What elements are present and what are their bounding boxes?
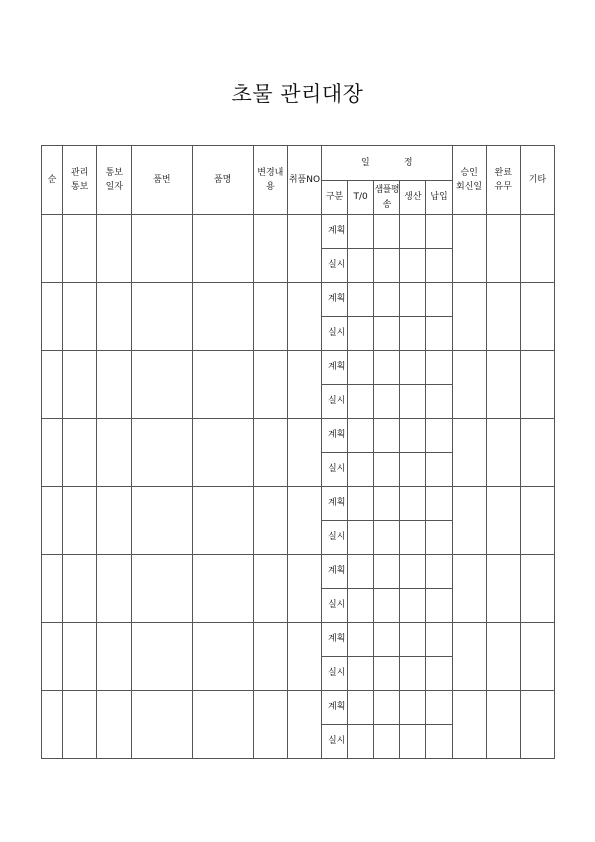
record-cell (452, 283, 486, 351)
schedule-cell (374, 317, 400, 351)
row-kind-actual: 실시 (322, 385, 348, 419)
record-cell (42, 487, 63, 555)
record-cell (253, 691, 287, 759)
record-cell (253, 419, 287, 487)
record-cell (42, 555, 63, 623)
record-cell (97, 283, 132, 351)
record-cell (253, 215, 287, 283)
schedule-cell (400, 623, 426, 657)
record-cell (486, 487, 520, 555)
schedule-cell (426, 521, 452, 555)
record-cell (192, 419, 253, 487)
table-row (42, 215, 555, 249)
schedule-cell (426, 385, 452, 419)
record-cell (520, 691, 554, 759)
schedule-cell (348, 691, 374, 725)
record-cell (486, 623, 520, 691)
schedule-cell (426, 283, 452, 317)
record-cell (42, 623, 63, 691)
record-cell (287, 691, 321, 759)
header-schedule-char2: 정 (403, 157, 413, 168)
record-cell (63, 487, 97, 555)
subheader-to: T/0 (348, 181, 374, 215)
schedule-cell (348, 317, 374, 351)
schedule-cell (348, 419, 374, 453)
schedule-cell (374, 487, 400, 521)
record-cell (132, 351, 192, 419)
schedule-cell (374, 521, 400, 555)
record-cell (253, 487, 287, 555)
record-cell (42, 351, 63, 419)
record-cell (520, 215, 554, 283)
row-kind-actual: 실시 (322, 521, 348, 555)
record-cell (452, 691, 486, 759)
schedule-cell (400, 521, 426, 555)
header-notice-date (97, 146, 132, 215)
record-cell (287, 283, 321, 351)
schedule-cell (426, 555, 452, 589)
schedule-cell (348, 249, 374, 283)
schedule-cell (400, 215, 426, 249)
schedule-cell (374, 657, 400, 691)
subheader-production: 생산 (400, 181, 426, 215)
page-title: 초물 관리대장 (231, 82, 364, 106)
record-cell (132, 623, 192, 691)
schedule-cell (348, 283, 374, 317)
record-cell (253, 623, 287, 691)
record-cell (97, 487, 132, 555)
record-cell (63, 215, 97, 283)
record-cell (287, 215, 321, 283)
record-cell (520, 419, 554, 487)
record-cell (132, 487, 192, 555)
record-cell (63, 555, 97, 623)
record-cell (42, 215, 63, 283)
header-approval-line1: 승인 (460, 167, 478, 178)
record-cell (452, 487, 486, 555)
record-cell (192, 555, 253, 623)
schedule-cell (348, 215, 374, 249)
header-change: 변경내용 (253, 146, 287, 215)
schedule-cell (374, 691, 400, 725)
row-kind-actual: 실시 (322, 453, 348, 487)
record-cell (192, 283, 253, 351)
record-cell (97, 691, 132, 759)
record-cell (132, 555, 192, 623)
record-cell (192, 623, 253, 691)
row-kind-plan: 계획 (322, 691, 348, 725)
record-cell (287, 487, 321, 555)
schedule-cell (348, 725, 374, 759)
record-cell (486, 283, 520, 351)
table-row (42, 351, 555, 385)
schedule-cell (426, 487, 452, 521)
schedule-cell (400, 351, 426, 385)
schedule-cell (400, 453, 426, 487)
schedule-cell (348, 487, 374, 521)
row-kind-actual: 실시 (322, 589, 348, 623)
schedule-cell (374, 725, 400, 759)
schedule-cell (400, 725, 426, 759)
row-kind-plan: 계획 (322, 623, 348, 657)
subheader-sample: 샘플평송 (374, 181, 400, 215)
record-cell (42, 691, 63, 759)
schedule-cell (348, 623, 374, 657)
schedule-cell (374, 351, 400, 385)
row-kind-actual: 실시 (322, 725, 348, 759)
schedule-cell (426, 589, 452, 623)
header-done-line1: 완료 (494, 167, 512, 178)
subheader-delivery: 납입 (426, 181, 452, 215)
record-cell (192, 215, 253, 283)
record-cell (520, 487, 554, 555)
header-notice-date-line2: 일자 (105, 182, 123, 192)
schedule-cell (348, 555, 374, 589)
record-cell (486, 351, 520, 419)
schedule-cell (400, 555, 426, 589)
header-item-no: 취품NO (287, 146, 321, 215)
record-cell (486, 691, 520, 759)
table-row (42, 283, 555, 317)
record-cell (192, 691, 253, 759)
schedule-cell (348, 657, 374, 691)
record-cell (287, 623, 321, 691)
schedule-cell (348, 453, 374, 487)
record-cell (253, 283, 287, 351)
row-kind-plan: 계획 (322, 555, 348, 589)
schedule-cell (400, 317, 426, 351)
schedule-cell (400, 419, 426, 453)
row-kind-actual: 실시 (322, 657, 348, 691)
record-cell (452, 623, 486, 691)
header-schedule (322, 146, 453, 181)
record-cell (253, 555, 287, 623)
schedule-cell (426, 351, 452, 385)
record-cell (132, 215, 192, 283)
table-row (42, 691, 555, 725)
schedule-cell (374, 555, 400, 589)
schedule-cell (400, 249, 426, 283)
record-cell (42, 283, 63, 351)
row-kind-plan: 계획 (322, 487, 348, 521)
header-approval (452, 146, 486, 215)
header-done (486, 146, 520, 215)
record-cell (63, 351, 97, 419)
row-kind-actual: 실시 (322, 249, 348, 283)
record-cell (520, 351, 554, 419)
management-ledger-table (41, 145, 555, 759)
record-cell (97, 623, 132, 691)
record-cell (132, 419, 192, 487)
record-cell (132, 283, 192, 351)
schedule-cell (374, 623, 400, 657)
header-part-no: 품번 (132, 146, 192, 215)
schedule-cell (374, 215, 400, 249)
table-row (42, 623, 555, 657)
record-cell (520, 283, 554, 351)
table-row (42, 419, 555, 453)
header-mgmt-notice (63, 146, 97, 215)
schedule-cell (374, 589, 400, 623)
record-cell (452, 555, 486, 623)
schedule-cell (426, 215, 452, 249)
record-cell (63, 419, 97, 487)
schedule-cell (400, 589, 426, 623)
schedule-cell (400, 691, 426, 725)
record-cell (452, 215, 486, 283)
record-cell (97, 351, 132, 419)
header-approval-line2: 회신일 (456, 182, 483, 192)
schedule-cell (374, 249, 400, 283)
record-cell (97, 215, 132, 283)
header-mgmt-notice-line1: 관리 (70, 167, 89, 178)
schedule-cell (348, 385, 374, 419)
row-kind-plan: 계획 (322, 351, 348, 385)
table-row (42, 555, 555, 589)
schedule-cell (426, 249, 452, 283)
schedule-cell (426, 657, 452, 691)
header-notice-date-line1: 통보 (105, 167, 123, 178)
schedule-cell (348, 521, 374, 555)
record-cell (287, 555, 321, 623)
record-cell (63, 283, 97, 351)
record-cell (192, 351, 253, 419)
header-seq: 순 (42, 146, 63, 215)
header-done-line2: 유무 (494, 182, 512, 192)
header-part-name: 품명 (192, 146, 253, 215)
ledger-body (42, 215, 555, 759)
row-kind-plan: 계획 (322, 283, 348, 317)
record-cell (287, 419, 321, 487)
record-cell (287, 351, 321, 419)
schedule-cell (400, 487, 426, 521)
record-cell (452, 351, 486, 419)
subheader-kind: 구분 (322, 181, 348, 215)
record-cell (486, 555, 520, 623)
schedule-cell (426, 725, 452, 759)
schedule-cell (374, 419, 400, 453)
record-cell (63, 691, 97, 759)
header-schedule-char1: 일 (360, 157, 370, 168)
record-cell (253, 351, 287, 419)
schedule-cell (400, 385, 426, 419)
record-cell (42, 419, 63, 487)
record-cell (520, 623, 554, 691)
schedule-cell (348, 589, 374, 623)
schedule-cell (348, 351, 374, 385)
schedule-cell (400, 283, 426, 317)
schedule-cell (400, 657, 426, 691)
row-kind-plan: 계획 (322, 419, 348, 453)
schedule-cell (374, 283, 400, 317)
record-cell (97, 555, 132, 623)
record-cell (63, 623, 97, 691)
header-etc: 기타 (520, 146, 554, 215)
schedule-cell (374, 385, 400, 419)
record-cell (132, 691, 192, 759)
record-cell (486, 215, 520, 283)
row-kind-actual: 실시 (322, 317, 348, 351)
record-cell (192, 487, 253, 555)
header-mgmt-notice-line2: 통보 (70, 182, 89, 192)
schedule-cell (426, 317, 452, 351)
schedule-cell (426, 623, 452, 657)
record-cell (520, 555, 554, 623)
record-cell (486, 419, 520, 487)
schedule-cell (426, 691, 452, 725)
table-row (42, 487, 555, 521)
schedule-cell (426, 453, 452, 487)
schedule-cell (374, 453, 400, 487)
row-kind-plan: 계획 (322, 215, 348, 249)
record-cell (452, 419, 486, 487)
schedule-cell (426, 419, 452, 453)
record-cell (97, 419, 132, 487)
